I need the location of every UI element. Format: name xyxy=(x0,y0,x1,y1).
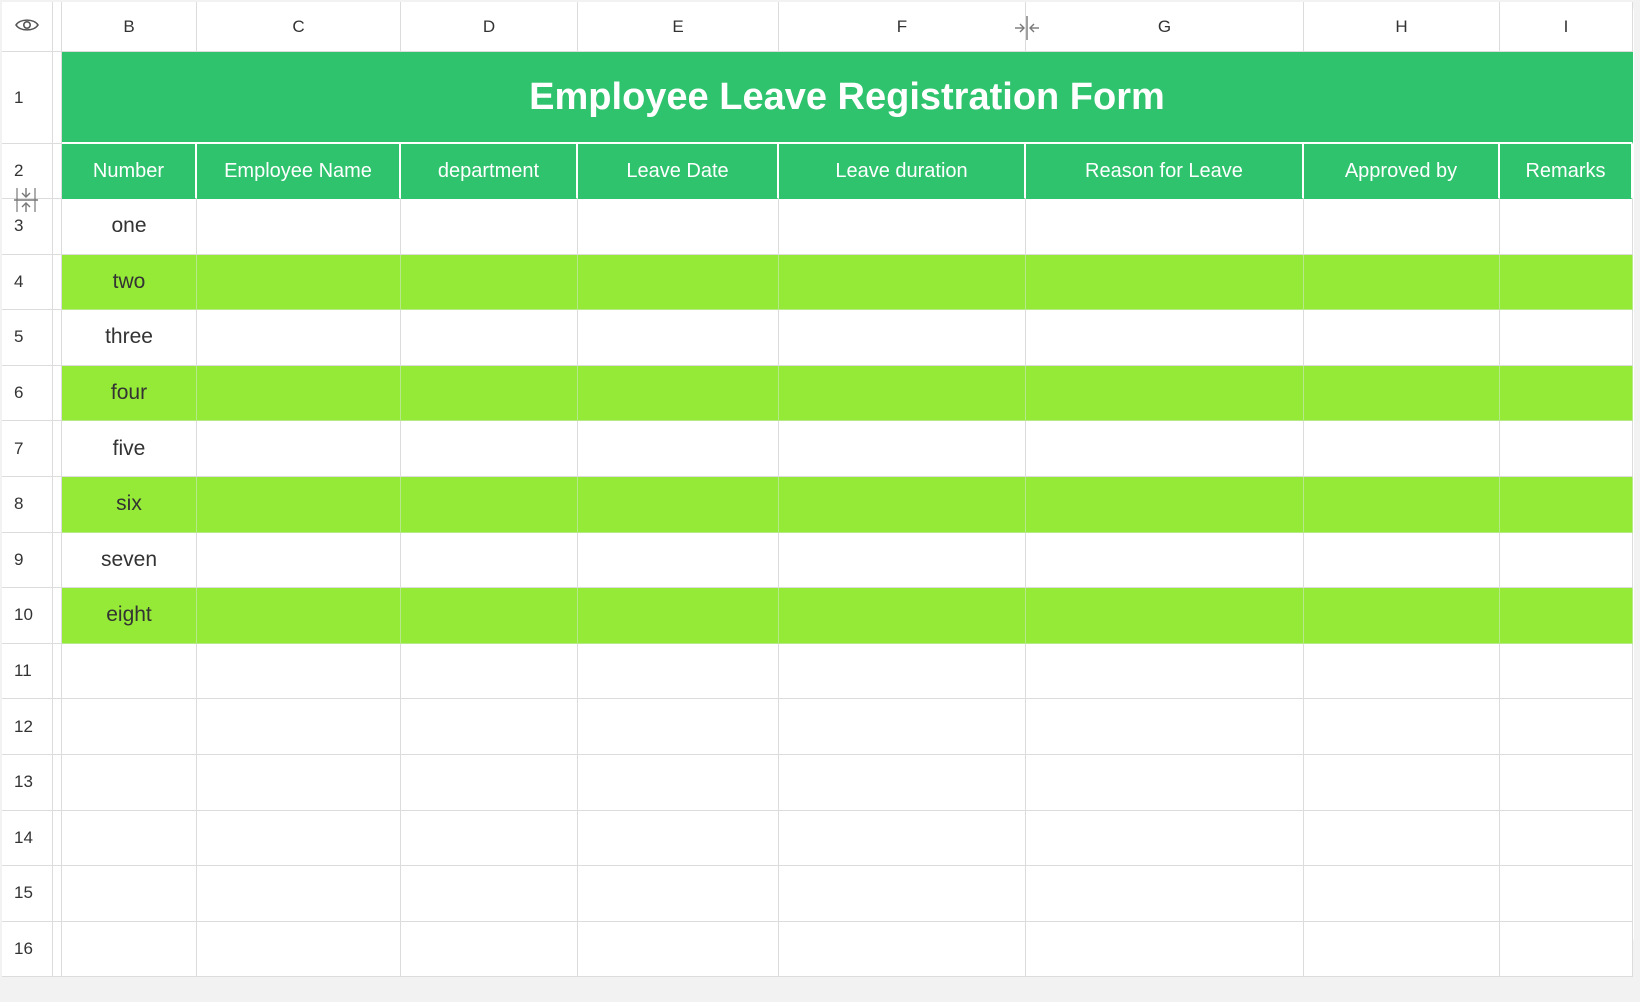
remarks-cell[interactable] xyxy=(1500,199,1633,255)
empty-cell[interactable] xyxy=(1500,922,1633,978)
reason-cell[interactable] xyxy=(1026,199,1304,255)
remarks-cell[interactable] xyxy=(1500,477,1633,533)
empty-cell[interactable] xyxy=(1500,755,1633,811)
select-all-corner[interactable] xyxy=(2,2,53,52)
remarks-cell[interactable] xyxy=(1500,588,1633,644)
leave-date-cell[interactable] xyxy=(578,366,779,422)
empty-cell[interactable] xyxy=(578,699,779,755)
column-header-f[interactable]: F xyxy=(779,2,1026,52)
reason-cell[interactable] xyxy=(1026,310,1304,366)
department-cell[interactable] xyxy=(401,366,578,422)
row-header[interactable]: 7 xyxy=(2,421,53,477)
empty-cell[interactable] xyxy=(401,866,578,922)
leave-date-cell[interactable] xyxy=(578,199,779,255)
column-header-h[interactable]: H xyxy=(1304,2,1500,52)
column-header-g[interactable]: G xyxy=(1026,2,1304,52)
header-leave-date[interactable]: Leave Date xyxy=(578,144,779,199)
sheet-grid xyxy=(2,2,1634,1002)
empty-cell[interactable] xyxy=(578,866,779,922)
row-header[interactable]: 9 xyxy=(2,533,53,589)
employee-name-cell[interactable] xyxy=(197,255,401,311)
empty-cell[interactable] xyxy=(779,644,1026,700)
employee-name-cell[interactable] xyxy=(197,366,401,422)
row-gap xyxy=(53,588,62,644)
empty-cell[interactable] xyxy=(1500,866,1633,922)
number-cell[interactable]: four xyxy=(62,366,197,422)
row-header[interactable]: 4 xyxy=(2,255,53,311)
approved-by-cell[interactable] xyxy=(1304,477,1500,533)
reason-cell[interactable] xyxy=(1026,477,1304,533)
number-cell[interactable]: two xyxy=(62,255,197,311)
eye-icon[interactable] xyxy=(15,15,39,39)
row-header[interactable]: 16 xyxy=(2,922,53,978)
leave-duration-cell[interactable] xyxy=(779,199,1026,255)
row-header[interactable]: 1 xyxy=(2,52,53,144)
reason-cell[interactable] xyxy=(1026,533,1304,589)
header-approved-by[interactable]: Approved by xyxy=(1304,144,1500,199)
reason-cell[interactable] xyxy=(1026,588,1304,644)
row-gap xyxy=(53,255,62,311)
empty-cell[interactable] xyxy=(62,699,197,755)
empty-cell[interactable] xyxy=(779,866,1026,922)
row-header[interactable]: 15 xyxy=(2,866,53,922)
row-header[interactable]: 6 xyxy=(2,366,53,422)
employee-name-cell[interactable] xyxy=(197,533,401,589)
employee-name-cell[interactable] xyxy=(197,310,401,366)
leave-date-cell[interactable] xyxy=(578,533,779,589)
employee-name-cell[interactable] xyxy=(197,588,401,644)
empty-cell[interactable] xyxy=(1304,811,1500,867)
number-cell[interactable]: eight xyxy=(62,588,197,644)
empty-cell[interactable] xyxy=(1026,644,1304,700)
header-number[interactable]: Number xyxy=(62,144,197,199)
header-reason-for-leave[interactable]: Reason for Leave xyxy=(1026,144,1304,199)
column-header-c[interactable]: C xyxy=(197,2,401,52)
reason-cell[interactable] xyxy=(1026,421,1304,477)
row-gap xyxy=(53,644,62,700)
row-gap xyxy=(53,755,62,811)
approved-by-cell[interactable] xyxy=(1304,310,1500,366)
header-department[interactable]: department xyxy=(401,144,578,199)
department-cell[interactable] xyxy=(401,588,578,644)
column-header-i[interactable]: I xyxy=(1500,2,1633,52)
leave-duration-cell[interactable] xyxy=(779,477,1026,533)
number-cell[interactable]: one xyxy=(62,199,197,255)
leave-duration-cell[interactable] xyxy=(779,255,1026,311)
employee-name-cell[interactable] xyxy=(197,477,401,533)
empty-cell[interactable] xyxy=(1500,699,1633,755)
leave-date-cell[interactable] xyxy=(578,310,779,366)
remarks-cell[interactable] xyxy=(1500,310,1633,366)
empty-cell[interactable] xyxy=(62,644,197,700)
empty-cell[interactable] xyxy=(1026,866,1304,922)
empty-cell[interactable] xyxy=(401,922,578,978)
empty-cell[interactable] xyxy=(779,755,1026,811)
number-cell[interactable]: five xyxy=(62,421,197,477)
empty-cell[interactable] xyxy=(1304,755,1500,811)
empty-cell[interactable] xyxy=(578,811,779,867)
department-cell[interactable] xyxy=(401,421,578,477)
department-cell[interactable] xyxy=(401,533,578,589)
empty-cell[interactable] xyxy=(62,811,197,867)
number-cell[interactable]: six xyxy=(62,477,197,533)
row-gap xyxy=(53,922,62,978)
empty-cell[interactable] xyxy=(1304,922,1500,978)
employee-name-cell[interactable] xyxy=(197,199,401,255)
department-cell[interactable] xyxy=(401,199,578,255)
number-cell[interactable]: seven xyxy=(62,533,197,589)
empty-cell[interactable] xyxy=(1304,866,1500,922)
empty-cell[interactable] xyxy=(578,922,779,978)
empty-cell[interactable] xyxy=(401,755,578,811)
column-header-b[interactable]: B xyxy=(62,2,197,52)
empty-cell[interactable] xyxy=(779,922,1026,978)
row-gap xyxy=(53,866,62,922)
row-header[interactable]: 11 xyxy=(2,644,53,700)
empty-cell[interactable] xyxy=(62,866,197,922)
department-cell[interactable] xyxy=(401,310,578,366)
row-header[interactable]: 2 xyxy=(2,144,53,199)
row-header[interactable]: 8 xyxy=(2,477,53,533)
empty-cell[interactable] xyxy=(197,755,401,811)
empty-cell[interactable] xyxy=(1304,699,1500,755)
row-header[interactable]: 10 xyxy=(2,588,53,644)
empty-cell[interactable] xyxy=(779,811,1026,867)
remarks-cell[interactable] xyxy=(1500,366,1633,422)
empty-cell[interactable] xyxy=(197,922,401,978)
leave-date-cell[interactable] xyxy=(578,255,779,311)
empty-cell[interactable] xyxy=(197,699,401,755)
header-employee-name[interactable]: Employee Name xyxy=(197,144,401,199)
row-gap xyxy=(53,811,62,867)
leave-date-cell[interactable] xyxy=(578,477,779,533)
empty-cell[interactable] xyxy=(1026,699,1304,755)
empty-cell[interactable] xyxy=(1500,811,1633,867)
number-cell[interactable]: three xyxy=(62,310,197,366)
reason-cell[interactable] xyxy=(1026,366,1304,422)
approved-by-cell[interactable] xyxy=(1304,366,1500,422)
empty-cell[interactable] xyxy=(1026,811,1304,867)
department-cell[interactable] xyxy=(401,477,578,533)
employee-name-cell[interactable] xyxy=(197,421,401,477)
row-gap xyxy=(53,144,62,199)
empty-cell[interactable] xyxy=(779,699,1026,755)
leave-duration-cell[interactable] xyxy=(779,421,1026,477)
empty-cell[interactable] xyxy=(401,644,578,700)
empty-cell[interactable] xyxy=(1026,755,1304,811)
column-header-gap xyxy=(53,2,62,52)
approved-by-cell[interactable] xyxy=(1304,588,1500,644)
empty-cell[interactable] xyxy=(1304,644,1500,700)
row-gap xyxy=(53,366,62,422)
row-gap xyxy=(53,699,62,755)
leave-duration-cell[interactable] xyxy=(779,588,1026,644)
empty-cell[interactable] xyxy=(1500,644,1633,700)
approved-by-cell[interactable] xyxy=(1304,533,1500,589)
row-header[interactable]: 13 xyxy=(2,755,53,811)
empty-cell[interactable] xyxy=(197,811,401,867)
column-header-e[interactable]: E xyxy=(578,2,779,52)
department-cell[interactable] xyxy=(401,255,578,311)
leave-date-cell[interactable] xyxy=(578,588,779,644)
row-gap xyxy=(53,52,62,144)
form-title-cell[interactable]: Employee Leave Registration Form xyxy=(62,52,1633,144)
row-gap xyxy=(53,533,62,589)
column-header-d[interactable]: D xyxy=(401,2,578,52)
row-gap xyxy=(53,421,62,477)
empty-cell[interactable] xyxy=(1026,922,1304,978)
leave-duration-cell[interactable] xyxy=(779,310,1026,366)
spreadsheet xyxy=(2,2,1634,959)
leave-duration-cell[interactable] xyxy=(779,533,1026,589)
row-gap xyxy=(53,310,62,366)
leave-date-cell[interactable] xyxy=(578,421,779,477)
header-remarks[interactable]: Remarks xyxy=(1500,144,1633,199)
empty-cell[interactable] xyxy=(401,811,578,867)
header-leave-duration[interactable]: Leave duration xyxy=(779,144,1026,199)
row-header[interactable]: 14 xyxy=(2,811,53,867)
empty-cell[interactable] xyxy=(578,644,779,700)
approved-by-cell[interactable] xyxy=(1304,421,1500,477)
row-header[interactable]: 5 xyxy=(2,310,53,366)
approved-by-cell[interactable] xyxy=(1304,199,1500,255)
leave-duration-cell[interactable] xyxy=(779,366,1026,422)
empty-cell[interactable] xyxy=(197,644,401,700)
row-header[interactable]: 3 xyxy=(2,199,53,255)
empty-cell[interactable] xyxy=(401,699,578,755)
approved-by-cell[interactable] xyxy=(1304,255,1500,311)
row-gap xyxy=(53,477,62,533)
row-header[interactable]: 12 xyxy=(2,699,53,755)
remarks-cell[interactable] xyxy=(1500,421,1633,477)
empty-cell[interactable] xyxy=(197,866,401,922)
row-gap xyxy=(53,199,62,255)
empty-cell[interactable] xyxy=(62,755,197,811)
reason-cell[interactable] xyxy=(1026,255,1304,311)
empty-cell[interactable] xyxy=(578,755,779,811)
remarks-cell[interactable] xyxy=(1500,255,1633,311)
remarks-cell[interactable] xyxy=(1500,533,1633,589)
empty-cell[interactable] xyxy=(62,922,197,978)
